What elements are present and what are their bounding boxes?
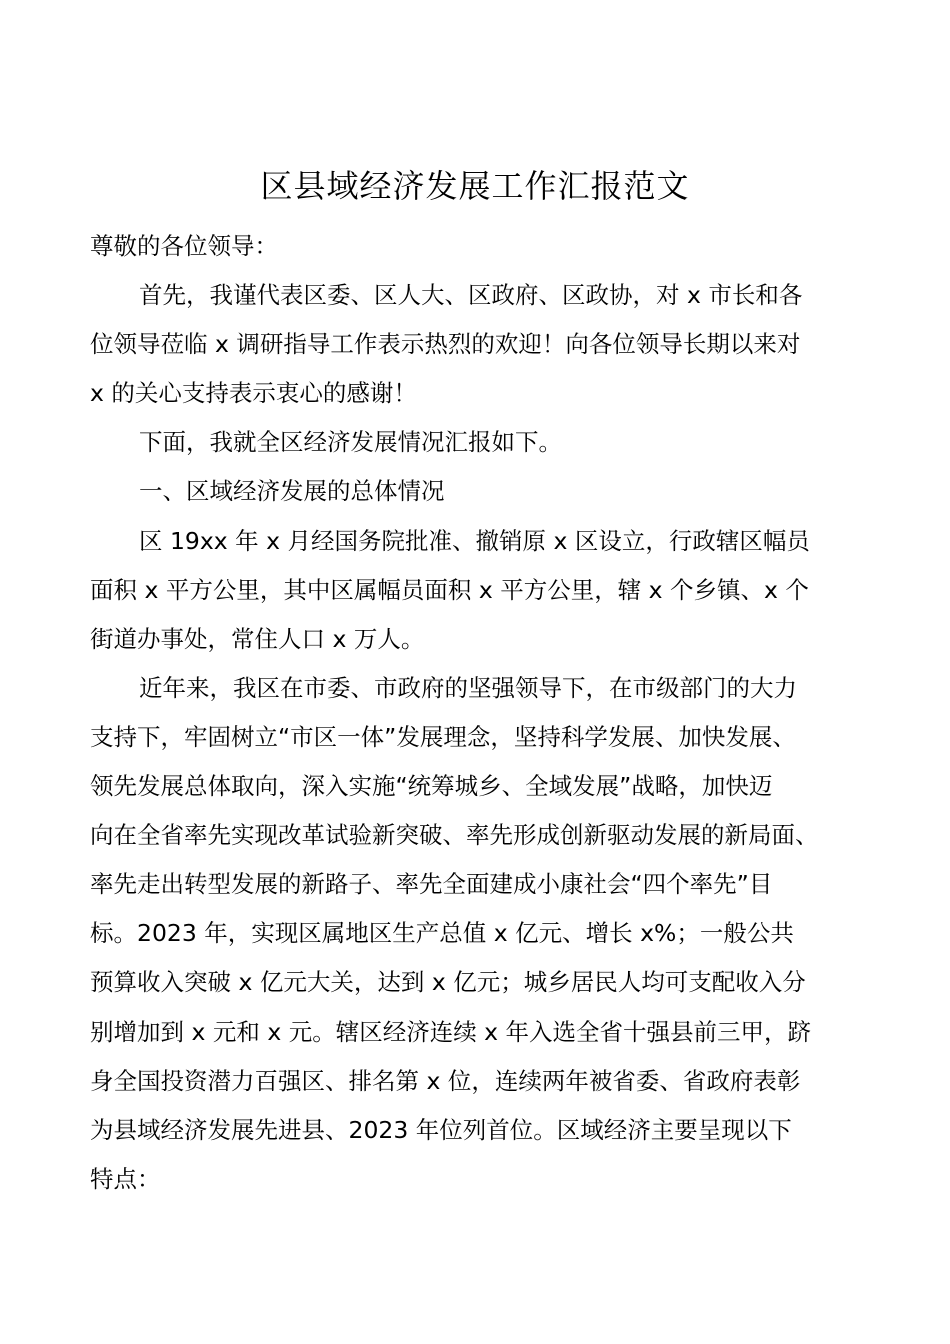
paragraph-line: 率先走出转型发展的新路子、率先全面建成小康社会“四个率先”目 [90,870,773,899]
paragraph-line: 支持下，牢固树立“市区一体”发展理念，坚持科学发展、加快发展、 [90,722,796,751]
paragraph-line: 为县域经济发展先进县、2023 年位列首位。区域经济主要呈现以下 [90,1115,792,1144]
paragraph-line: 向在全省率先实现改革试验新突破、率先形成创新驱动发展的新局面、 [90,821,819,850]
paragraph-line: 身全国投资潜力百强区、排名第 x 位，连续两年被省委、省政府表彰 [90,1066,801,1095]
intro-paragraph [90,418,865,467]
paragraph-line: 别增加到 x 元和 x 元。辖区经济连续 x 年入选全省十强县前三甲，跻 [90,1017,812,1046]
paragraph-line: 位领导莅临 x 调研指导工作表示热烈的欢迎！向各位领导长期以来对 [90,330,801,359]
paragraph-line: 一、区域经济发展的总体情况 [139,477,445,506]
district-overview-paragraph [90,517,865,664]
welcome-paragraph [90,271,865,418]
paragraph-line: 区 19xx 年 x 月经国务院批准、撤销原 x 区设立，行政辖区幅员 [139,526,810,555]
paragraph-line: 街道办事处，常住人口 x 万人。 [90,624,425,653]
paragraph-line: 下面，我就全区经济发展情况汇报如下。 [139,428,562,457]
paragraph-line: 预算收入突破 x 亿元大关，达到 x 亿元；城乡居民人均可支配收入分 [90,968,806,997]
paragraph-line: 特点： [90,1164,161,1193]
development-paragraph [90,664,865,1204]
salutation-paragraph [90,222,865,271]
section-heading [90,467,865,516]
paragraph-line: 标。2023 年，实现区属地区生产总值 x 亿元、增长 x%；一般公共 [90,919,794,948]
paragraph-line: 首先，我谨代表区委、区人大、区政府、区政协，对 x 市长和各 [139,281,803,310]
paragraph-line: 近年来，我区在市委、市政府的坚强领导下，在市级部门的大力 [139,673,797,702]
document-body [90,222,865,1204]
document-title: 区县域经济发展工作汇报范文 [260,167,690,205]
paragraph-line: 领先发展总体取向，深入实施“统筹城乡、全域发展”战略，加快迈 [90,772,773,801]
paragraph-line: x 的关心支持表示衷心的感谢！ [90,379,417,408]
paragraph-line: 尊敬的各位领导： [90,232,278,260]
paragraph-line: 面积 x 平方公里，其中区属幅员面积 x 平方公里，辖 x 个乡镇、x 个 [90,575,809,604]
